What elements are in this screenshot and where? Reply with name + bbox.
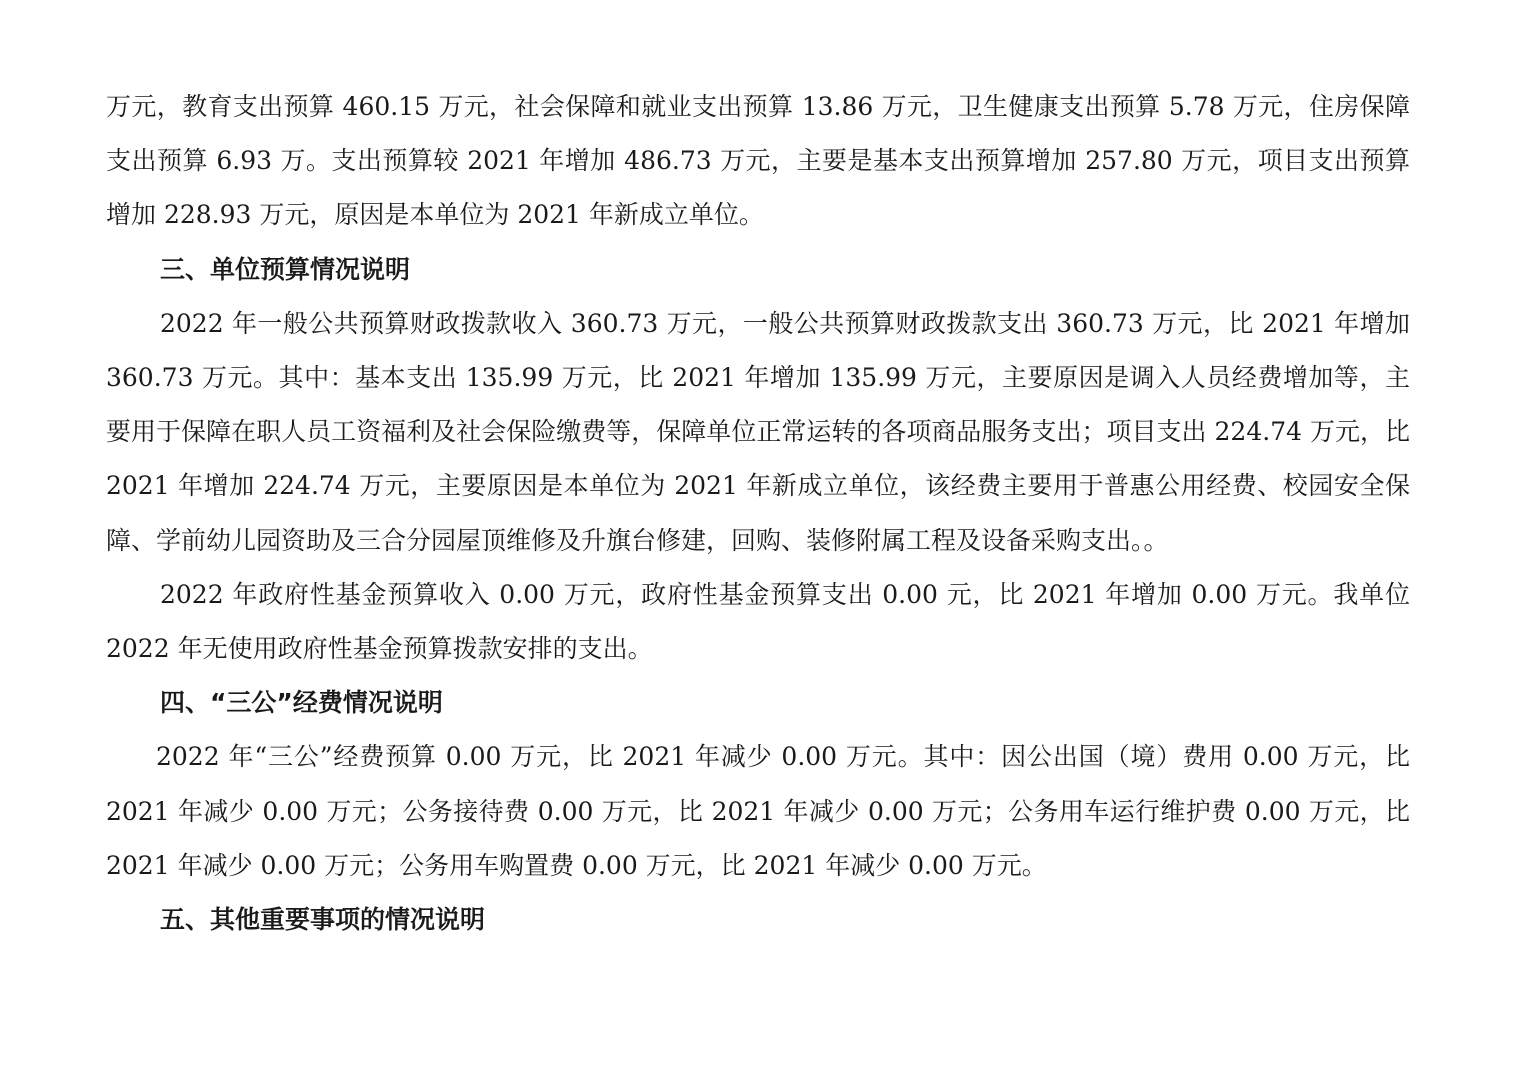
paragraph-three-public-expenses: 2022 年“三公”经费预算 0.00 万元，比 2021 年减少 0.00 万元。其中：因公出国（境）费用 0.00 万元，比 2021 年减少 0.00 万元；公务接待费 0.00 万元，比 2021 年减少 0.00 万元；公务用车运行维护费 0.00 万元，比 2021 年减少 0.00 万元；公务用车购置费 0.00 万元，比 2021 年减少 0.00 万元。 xyxy=(106,742,1410,880)
document-page xyxy=(106,80,1410,947)
paragraph-general-public-budget: 2022 年一般公共预算财政拨款收入 360.73 万元，一般公共预算财政拨款支出 360.73 万元，比 2021 年增加 360.73 万元。其中：基本支出 135.99 万元，比 2021 年增加 135.99 万元，主要原因是调入人员经费增加等，主要用于保障在职人员工资福利及社会保险缴费等，保障单位正常运转的各项商品服务支出；项目支出 224.74 万元，比 2021 年增加 224.74 万元，主要原因是本单位为 2021 年新成立单位，该经费主要用于普惠公用经费、校园安全保障、学前幼儿园资助及三合分园屋顶维修及升旗台修建，回购、装修附属工程及设备采购支出。。 xyxy=(106,308,1410,555)
section-heading-unit-budget: 三、单位预算情况说明 xyxy=(160,254,411,284)
section-heading-other-matters: 五、其他重要事项的情况说明 xyxy=(160,905,486,935)
paragraph-expenditure-summary: 万元，教育支出预算 460.15 万元，社会保障和就业支出预算 13.86 万元，卫生健康支出预算 5.78 万元，住房保障支出预算 6.93 万。支出预算较 2021 年增加 486.73 万元，主要是基本支出预算增加 257.80 万元，项目支出预算增加 228.93 万元，原因是本单位为 2021 年新成立单位。 xyxy=(106,92,1410,230)
paragraph-government-fund-budget: 2022 年政府性基金预算收入 0.00 万元，政府性基金预算支出 0.00 元，比 2021 年增加 0.00 万元。我单位 2022 年无使用政府性基金预算拨款安排的支出。 xyxy=(106,579,1410,664)
section-heading-three-public-expenses: 四、“三公”经费情况说明 xyxy=(160,688,443,718)
